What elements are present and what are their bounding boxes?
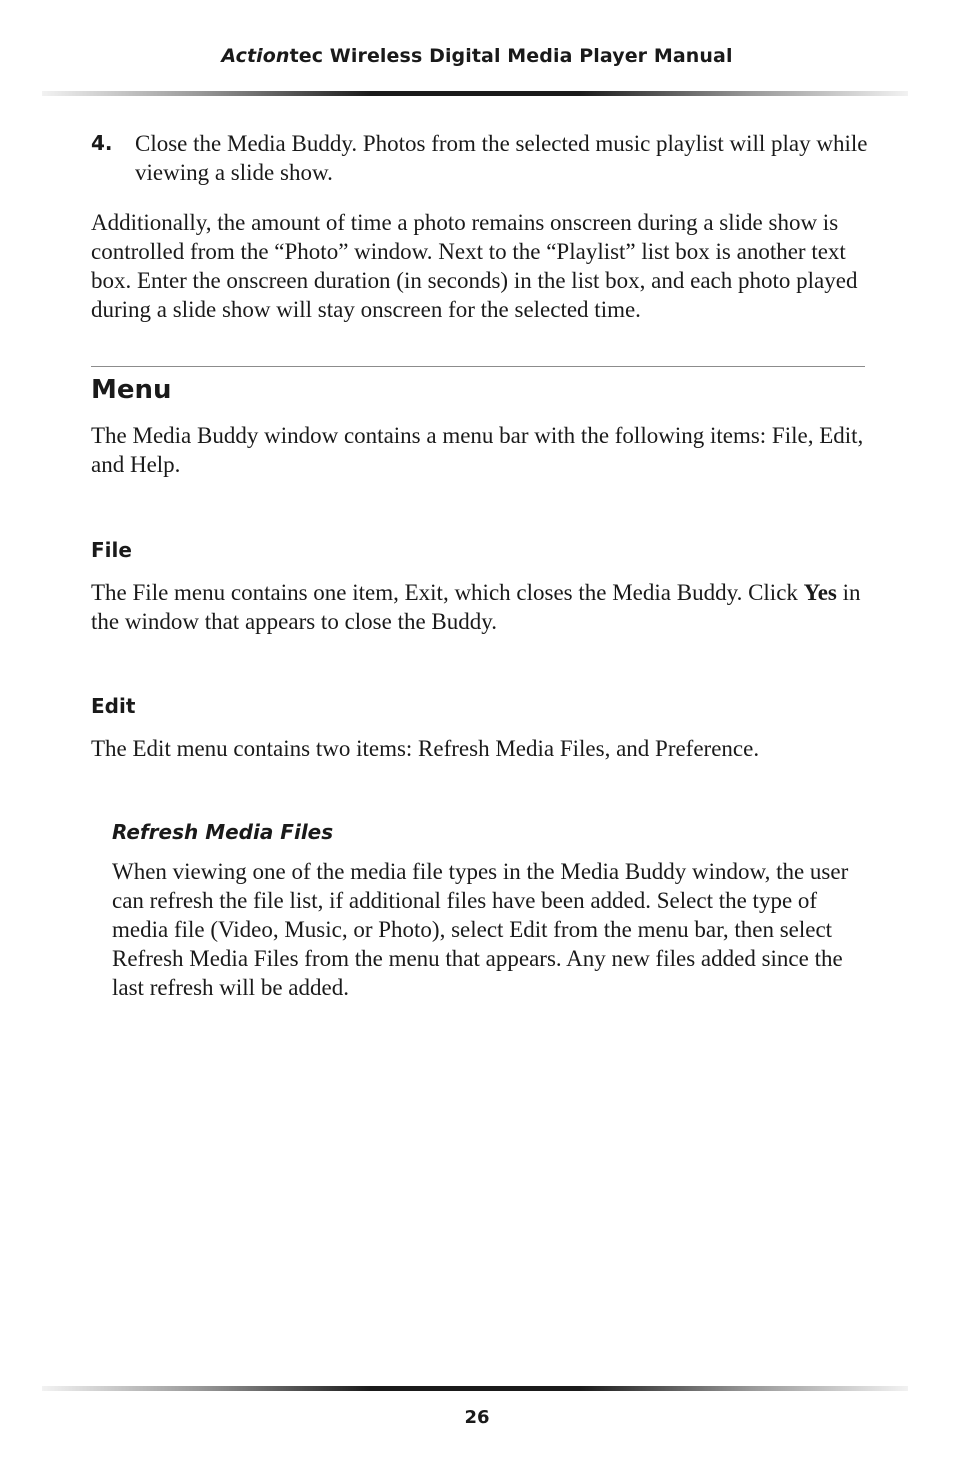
edit-heading: Edit [91, 694, 136, 718]
header-title-text: tec Wireless Digital Media Player Manual [289, 45, 733, 67]
step-number: 4. [91, 131, 113, 155]
yes-bold-word: Yes [803, 580, 837, 605]
intro-paragraph: Additionally, the amount of time a photo remains onscreen during a slide show is controlled from the “Photo” window. Next to the “Playlist” list box is another text box. Enter the onscreen duration (in seconds) in the list box, and each photo played during a slide show will stay onscreen for the selected time. [91, 210, 858, 322]
file-text-after: in the window that appears to close the Buddy. [91, 580, 861, 634]
manual-header-title [0, 45, 954, 67]
refresh-paragraph: When viewing one of the media file types in the Media Buddy window, the user can refresh the file list, if additional files have been added. Select the type of media file (Video, Music, or Photo), select Edit from the menu bar, then select Refresh Media Files from the menu that appears. Any new files added since the last refresh will be added. [112, 859, 849, 1000]
file-heading: File [91, 538, 132, 562]
page-number: 26 [464, 1407, 490, 1428]
section-divider [91, 366, 865, 367]
edit-paragraph: The Edit menu contains two items: Refresh Media Files, and Preference. [91, 736, 760, 761]
menu-paragraph: The Media Buddy window contains a menu bar with the following items: File, Edit, and Help. [91, 423, 864, 477]
brand-italic: Action [221, 45, 290, 67]
file-paragraph [91, 578, 871, 636]
step-text: Close the Media Buddy. Photos from the selected music playlist will play while viewing a slide show. [135, 131, 868, 185]
refresh-media-files-heading: Refresh Media Files [112, 820, 334, 844]
footer-divider [42, 1386, 908, 1391]
header-divider [42, 91, 908, 96]
file-text-before: The File menu contains one item, Exit, which closes the Media Buddy. Click [91, 580, 804, 605]
menu-heading: Menu [91, 375, 172, 405]
